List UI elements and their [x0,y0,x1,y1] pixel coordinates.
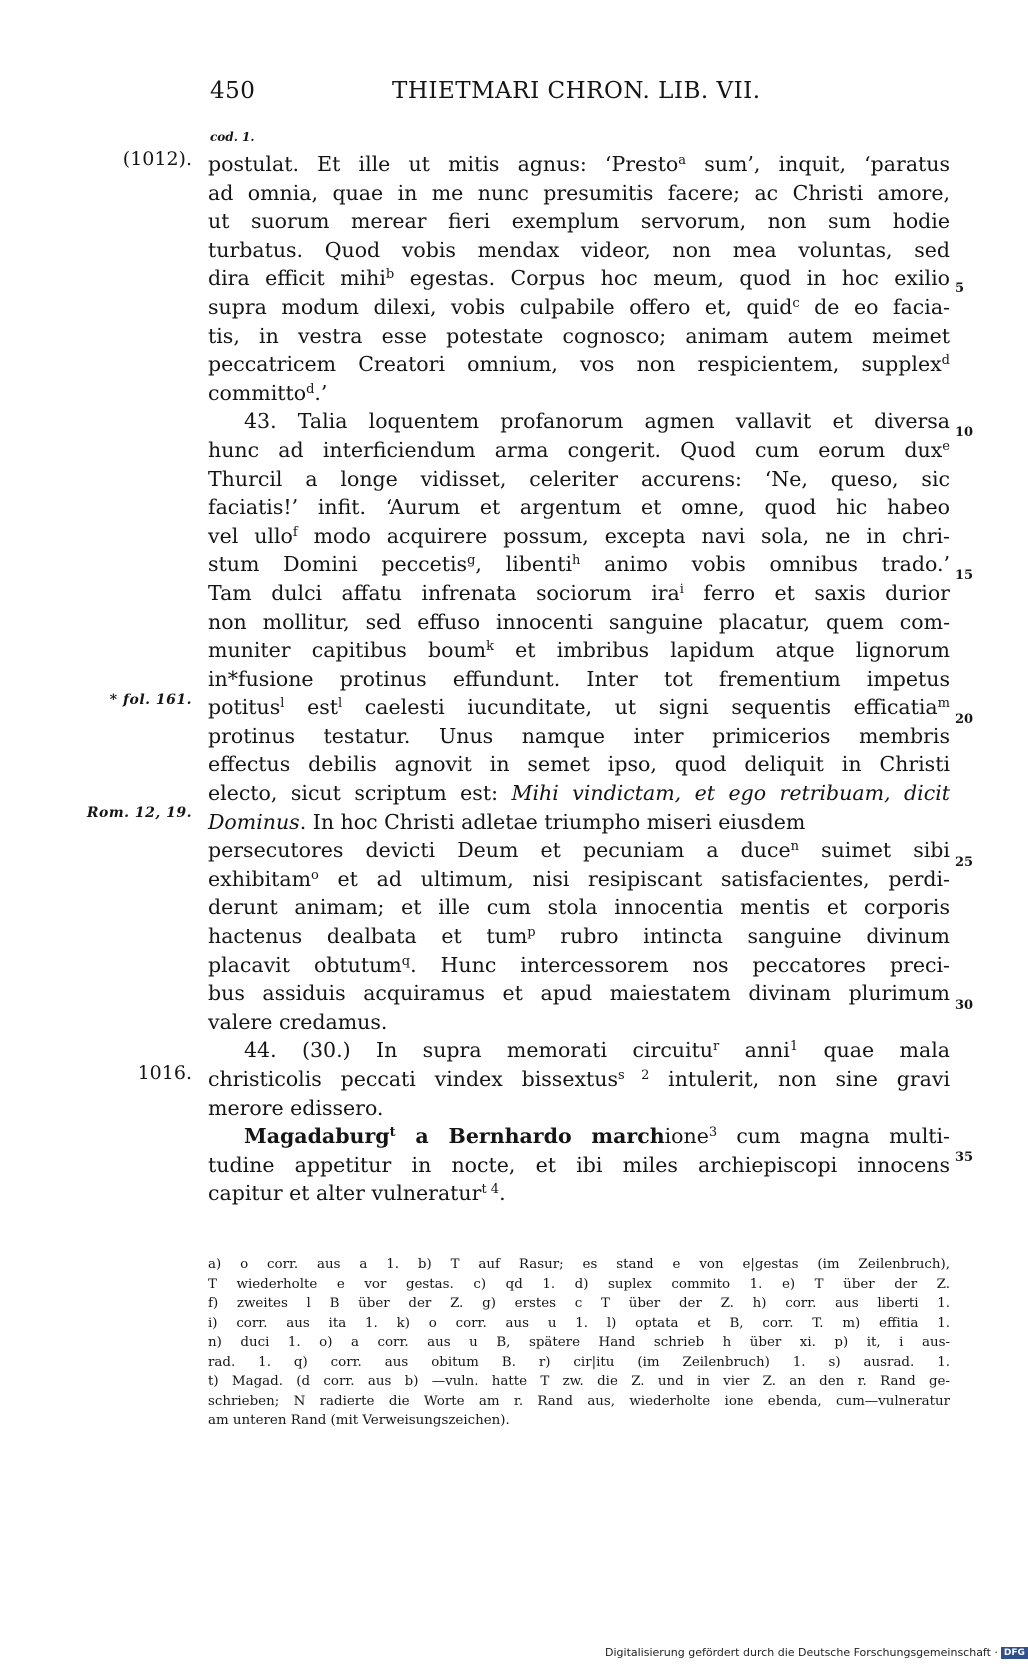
text-line: christicolis peccati vindex bissextus$^{s 2}$ intulerit, non sine gravi [208,1067,951,1091]
line-number: 25 [955,855,974,870]
text-line: Thurcil a longe vidisset, celeriter accurens: ‘Ne, queso, sic [208,466,950,491]
margin-folio-ref: * fol. 161. [109,692,192,708]
text-line: peccatricem Creatori omnium, vos non respicientem, supplex$^d$ [208,352,950,377]
margin-year-1012: (1012). [122,148,192,170]
text-line: dira efficit mihi$^b$ egestas. Corpus hoc meum, quod in hoc exilio [208,266,950,291]
text-line: tudine appetitur in nocte, et ibi miles archiepiscopi innocens [208,1152,950,1177]
text-line: electo, sicut scriptum est: Mihi vindictam, et ego retribuam, dicit [208,781,950,806]
text-line: supra modum dilexi, vobis culpabile offero et, quid$^c$ de eo facia- [208,294,950,319]
line-number: 20 [955,712,974,727]
text-line: stum Domini peccetis$^g$, libenti$^h$ animo vobis omnibus trado.’ [208,552,950,577]
text-line: hunc ad interficiendum arma congerit. Quod cum eorum dux$^e$ [208,437,950,462]
cod-label: cod. 1. [210,130,255,144]
text-line: exhibitam$^o$ et ad ultimum, nisi resipiscant satisfacientes, perdi- [208,866,950,891]
text-line: Dominus. In hoc Christi adletae triumpho miseri eiusdem [208,809,806,834]
footnote-line: t) Magad. (d corr. aus b) —vuln. hatte T zw. die Z. und in vier Z. an den r. Rand ge- [208,1374,950,1389]
text-line: placavit obtutum$^q$. Hunc intercessorem nos peccatores preci- [208,952,950,977]
footnote-line: f) zweites l B über der Z. g) erstes c T über der Z. h) corr. aus liberti 1. [208,1296,950,1311]
footnote-line: rad. 1. q) corr. aus obitum B. r) cir|itu (im Zeilenbruch) 1. s) ausrad. 1. [208,1354,950,1370]
text-line: persecutores devicti Deum et pecuniam a duce$^n$ suimet sibi [208,838,950,863]
text-line: committo$^d$.’ [208,380,328,405]
line-number: 5 [955,281,965,296]
text-line: tis, in vestra esse potestate cognosco; animam autem meimet [208,323,950,348]
text-line: postulat. Et ille ut mitis agnus: ‘Presto$^a$ sum’, inquit, ‘paratus [208,152,950,176]
footnote-line: am unteren Rand (mit Verweisungszeichen). [208,1413,510,1428]
line-number: 30 [955,998,974,1013]
footnotes [208,1255,950,1431]
text-line: 43. Talia loquentem profanorum agmen vallavit et diversa [244,409,950,434]
text-line: protinus testatur. Unus namque inter primicerios membris [208,723,950,748]
margin-bible-ref: Rom. 12, 19. [86,805,192,821]
text-line: effectus debilis agnovit in semet ipso, quod deliquit in Christi [208,752,950,777]
text-line: ad omnia, quae in me nunc presumitis facere; ac Christi amore, [208,180,950,205]
text-line: potitus$^l$ est$^l$ caelesti iucunditate, ut signi sequentis efficatia$^m$ [208,695,950,720]
text-line: ut suorum merear fieri exemplum servorum, non sum hodie [208,209,950,234]
text-line: faciatis!’ infit. ‘Aurum et argentum et omne, quod hic habeo [208,495,950,520]
line-number: 15 [955,568,974,583]
line-number: 10 [955,425,974,440]
running-title: THIETMARI CHRON. LIB. VII. [392,78,761,104]
text-line: valere credamus. [208,1009,388,1034]
text-line: Tam dulci affatu infrenata sociorum ira$^i$ ferro et saxis durior [208,580,950,605]
text-line: capitur et alter vulneratur$^{t 4}$. [208,1181,506,1206]
dfg-logo: DFG [1001,1647,1028,1659]
margin-year-1016: 1016. [137,1062,192,1084]
digitization-text: Digitalisierung gefördert durch die Deutsche Forschungsgemeinschaft · [605,1646,998,1659]
footnote-line: T wiederholte e vor gestas. c) qd 1. d) suplex commito 1. e) T über der Z. [208,1276,950,1292]
line-number: 35 [955,1150,974,1165]
text-line: Magadaburg$^t$ a Bernhardo marchione$^3$ cum magna multi- [244,1124,950,1149]
text-line: hactenus dealbata et tum$^p$ rubro intincta sanguine divinum [208,924,951,949]
text-line: derunt animam; et ille cum stola innocentia mentis et corporis [208,895,950,920]
text-line: bus assiduis acquiramus et apud maiestatem divinam plurimum [208,981,950,1006]
digitization-credit [605,1646,1028,1659]
text-line: in*fusione protinus effundunt. Inter tot frementium impetus [208,666,950,691]
text-line: muniter capitibus boum$^k$ et imbribus lapidum atque lignorum [208,638,950,663]
footnote-line: a) o corr. aus a 1. b) T auf Rasur; es stand e von e|gestas (im Zeilenbruch), [208,1257,950,1272]
text-line: non mollitur, sed effuso innocenti sanguine placatur, quem com- [208,609,950,634]
text-line: vel ullo$^f$ modo acquirere possum, excepta navi sola, ne in chri- [208,523,950,548]
text-line: turbatus. Quod vobis mendax videor, non mea voluntas, sed [208,237,950,262]
footnote-line: i) corr. aus ita 1. k) o corr. aus u 1. l) optata et B, corr. T. m) effitia 1. [208,1315,950,1331]
footnote-line: schrieben; N radierte die Worte am r. Rand aus, wiederholte ione ebenda, cum—vulneratur [208,1393,950,1409]
page-number: 450 [210,78,256,104]
text-line: merore edissero. [208,1095,384,1120]
text-line: 44. (30.) In supra memorati circuitu$^r$ anni$^1$ quae mala [244,1038,950,1063]
main-text [208,150,950,1208]
footnote-line: n) duci 1. o) a corr. aus u B, spätere Hand schrieb h über xi. p) it, i aus- [208,1335,950,1350]
